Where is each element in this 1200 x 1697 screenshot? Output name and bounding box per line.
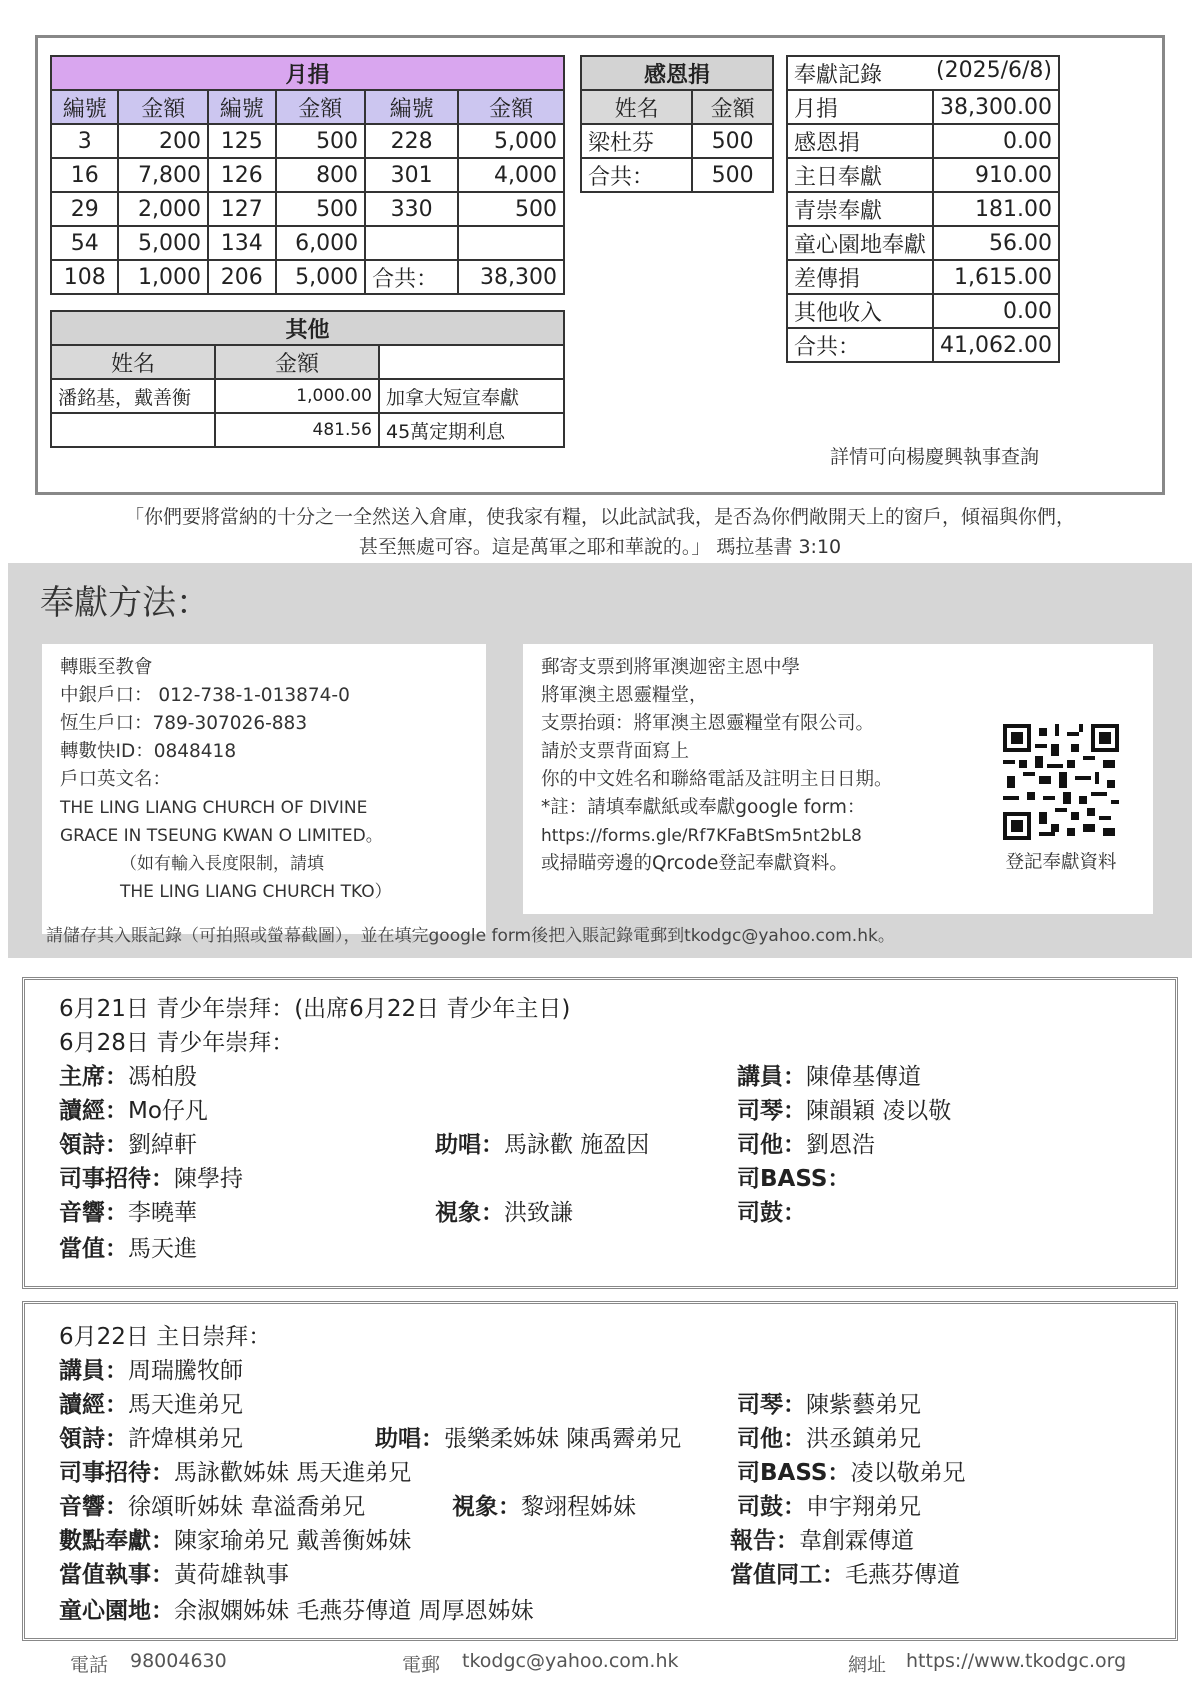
inquiry-note: 詳情可向楊慶興執事查詢 [830, 446, 1040, 468]
label: 音響： [59, 1494, 128, 1520]
monthly-body [51, 124, 564, 294]
email-label: 電郵 [402, 1654, 441, 1676]
value: 韋創霖傳道 [799, 1528, 914, 1554]
cheque-line[interactable]: https://forms.gle/Rf7KFaBtSm5nt2bL8 [541, 826, 862, 846]
label: 當值執事： [59, 1562, 174, 1588]
record-label: 差傳捐 [787, 260, 933, 294]
label: 司他： [737, 1426, 806, 1452]
monthly-cell: 228 [365, 124, 458, 158]
thanks-cell: 500 [692, 158, 773, 192]
monthly-header-cell: 金額 [458, 90, 564, 124]
label: 司BASS： [737, 1460, 851, 1486]
record-label: 月捐 [787, 90, 933, 124]
monthly-cell: 127 [208, 192, 275, 226]
sunday-visual [452, 1488, 636, 1521]
monthly-row [51, 260, 564, 294]
label: 司他： [737, 1132, 806, 1158]
other-cell: 潘銘基，戴善衡 [51, 379, 215, 413]
monthly-cell: 5,000 [118, 226, 208, 260]
thanks-cell: 梁杜芬 [581, 124, 692, 158]
monthly-cell: 1,000 [118, 260, 208, 294]
bank-line: 恆生戶口：789-307026-883 [60, 713, 308, 734]
label: 讀經： [59, 1098, 128, 1124]
label: 讀經： [59, 1392, 128, 1418]
monthly-cell: 108 [51, 260, 118, 294]
qrcode-icon[interactable] [1003, 724, 1119, 840]
cheque-card [523, 644, 1153, 914]
label: 主席： [59, 1064, 128, 1090]
value: 劉綽軒 [128, 1132, 197, 1158]
label: 司鼓： [737, 1494, 806, 1520]
monthly-cell: 500 [458, 192, 564, 226]
other-title: 其他 [51, 311, 564, 345]
youth-sound [59, 1194, 197, 1227]
cheque-line: 郵寄支票到將軍澳迦密主恩中學 [541, 657, 801, 678]
other-cell: 加拿大短宣奉獻 [379, 379, 564, 413]
record-row [787, 90, 1059, 124]
record-value: 38,300.00 [933, 90, 1059, 124]
monthly-row [51, 158, 564, 192]
monthly-cell: 301 [365, 158, 458, 192]
record-label: 青崇奉獻 [787, 192, 933, 226]
monthly-cell [458, 226, 564, 260]
record-label: 其他收入 [787, 294, 933, 328]
value: 李曉華 [128, 1200, 197, 1226]
sunday-assist [375, 1420, 681, 1453]
monthly-cell: 3 [51, 124, 118, 158]
record-title-cell [787, 56, 1059, 90]
monthly-cell: 合共： [365, 260, 458, 294]
website-link[interactable]: https://www.tkodgc.org [906, 1650, 1127, 1672]
bible-verse [45, 502, 1155, 562]
web-label: 網址 [848, 1654, 887, 1676]
sunday-drum [737, 1488, 921, 1521]
value: 陳家瑜弟兄 戴善衡姊妹 [174, 1528, 412, 1554]
verse-line-2: 甚至無處可容。這是萬軍之耶和華說的。」 瑪拉基書 3:10 [358, 536, 842, 558]
value: 陳偉基傳道 [806, 1064, 921, 1090]
email-link[interactable]: tkodgc@yahoo.com.hk [462, 1650, 679, 1672]
value: 馬詠歡 施盈因 [504, 1132, 650, 1158]
label: 領詩： [59, 1426, 128, 1452]
monthly-cell: 4,000 [458, 158, 564, 192]
bank-transfer-card [42, 644, 486, 934]
record-row [787, 328, 1059, 362]
monthly-offering-table [50, 55, 565, 295]
youth-visual [435, 1194, 573, 1227]
monthly-header-row [51, 90, 564, 124]
record-value: 910.00 [933, 158, 1059, 192]
label: 視象： [452, 1494, 521, 1520]
record-label: 合共： [787, 328, 933, 362]
monthly-cell: 134 [208, 226, 275, 260]
value: 洪丞鎮弟兄 [806, 1426, 921, 1452]
value: 張樂柔姊妹 陳禹霽弟兄 [444, 1426, 682, 1452]
sunday-counting [59, 1522, 411, 1555]
bank-line: （如有輸入長度限制，請填 [120, 854, 324, 874]
sunday-reading [59, 1386, 243, 1419]
label: 當值同工： [730, 1562, 845, 1588]
record-body [787, 90, 1059, 362]
value: 黃荷雄執事 [174, 1562, 289, 1588]
label: 講員： [737, 1064, 806, 1090]
label: 講員： [59, 1358, 128, 1384]
thanksgiving-table [580, 55, 774, 193]
sunday-usher [59, 1454, 411, 1487]
cheque-line: 將軍澳主恩靈糧堂， [541, 685, 708, 706]
record-value: 181.00 [933, 192, 1059, 226]
offering-record-table [786, 55, 1060, 363]
monthly-cell: 500 [276, 124, 366, 158]
monthly-row [51, 192, 564, 226]
youth-duty [59, 1230, 197, 1263]
record-label: 主日奉獻 [787, 158, 933, 192]
youth-guitar [737, 1126, 875, 1159]
other-cell: 45萬定期利息 [379, 413, 564, 447]
monthly-cell: 7,800 [118, 158, 208, 192]
record-row [787, 226, 1059, 260]
bank-line: THE LING LIANG CHURCH OF DIVINE [60, 798, 368, 818]
record-row [787, 260, 1059, 294]
phone-value[interactable]: 98004630 [130, 1650, 227, 1672]
record-value: 0.00 [933, 124, 1059, 158]
label: 報告： [730, 1528, 799, 1554]
youth-chair [59, 1058, 197, 1091]
qr-caption: 登記奉獻資料 [1005, 852, 1117, 873]
monthly-header-cell: 編號 [51, 90, 118, 124]
record-value: 41,062.00 [933, 328, 1059, 362]
label: 司事招待： [59, 1460, 174, 1486]
record-value: 0.00 [933, 294, 1059, 328]
label: 視象： [435, 1200, 504, 1226]
label: 音響： [59, 1200, 128, 1226]
cheque-line: 支票抬頭：將軍澳主恩靈糧堂有限公司。 [541, 713, 875, 734]
monthly-cell: 500 [276, 192, 366, 226]
monthly-cell: 2,000 [118, 192, 208, 226]
youth-usher [59, 1160, 243, 1193]
record-date: (2025/6/8) [936, 57, 1052, 83]
monthly-header-cell: 金額 [118, 90, 208, 124]
other-header-blank [379, 345, 564, 379]
youth-assist [435, 1126, 649, 1159]
cheque-line: 或掃瞄旁邊的Qrcode登記奉獻資料。 [541, 853, 848, 874]
value: 馬天進 [128, 1236, 197, 1262]
monthly-cell: 29 [51, 192, 118, 226]
value: 余淑嫻姊妹 毛燕芬傳道 周厚恩姊妹 [174, 1598, 534, 1624]
monthly-row [51, 124, 564, 158]
label: 童心園地： [59, 1598, 174, 1624]
monthly-row [51, 226, 564, 260]
sunday-report [730, 1522, 914, 1555]
sunday-deacon [59, 1556, 289, 1589]
bank-line: 中銀戶口： 012-738-1-013874-0 [60, 685, 350, 706]
bank-line: 戶口英文名： [60, 769, 172, 790]
label: 司BASS： [737, 1166, 851, 1192]
monthly-cell: 5,000 [276, 260, 366, 294]
bank-line: 轉數快ID：0848418 [60, 741, 237, 762]
value: 陳學持 [174, 1166, 243, 1192]
youth-service-box [22, 977, 1178, 1289]
sunday-service-box [22, 1301, 1178, 1641]
cheque-line: *註：請填奉獻紙或奉獻google form： [541, 797, 866, 818]
label: 當值： [59, 1236, 128, 1262]
label: 助唱： [375, 1426, 444, 1452]
value: 毛燕芬傳道 [845, 1562, 960, 1588]
value: 陳韻穎 凌以敬 [806, 1098, 952, 1124]
sunday-piano [737, 1386, 921, 1419]
bank-line: THE LING LIANG CHURCH TKO） [120, 882, 392, 902]
value: 馮柏殷 [128, 1064, 197, 1090]
method-title: 奉獻方法： [40, 583, 210, 623]
monthly-title: 月捐 [51, 56, 564, 90]
monthly-cell: 200 [118, 124, 208, 158]
record-title: 奉獻記錄 [794, 62, 883, 88]
bank-line: GRACE IN TSEUNG KWAN O LIMITED。 [60, 826, 383, 846]
value: 陳紫藝弟兄 [806, 1392, 921, 1418]
value: 周瑞騰牧師 [128, 1358, 243, 1384]
monthly-header-cell: 編號 [208, 90, 275, 124]
value: 凌以敬弟兄 [850, 1460, 966, 1486]
record-row [787, 294, 1059, 328]
thanks-cell: 合共： [581, 158, 692, 192]
youth-line-1: 6月21日 青少年崇拜：(出席6月22日 青少年主日) [59, 996, 571, 1022]
sunday-speaker [59, 1352, 243, 1385]
record-row [787, 158, 1059, 192]
record-value: 56.00 [933, 226, 1059, 260]
cheque-line: 你的中文姓名和聯絡電話及註明主日日期。 [541, 769, 893, 790]
sunday-staff [730, 1556, 960, 1589]
other-cell [51, 413, 215, 447]
other-cell: 1,000.00 [215, 379, 379, 413]
youth-piano [737, 1092, 951, 1125]
monthly-cell: 54 [51, 226, 118, 260]
youth-reading [59, 1092, 208, 1125]
other-cell: 481.56 [215, 413, 379, 447]
sunday-sound [59, 1488, 365, 1521]
monthly-header-cell: 金額 [276, 90, 366, 124]
value: 馬詠歡姊妹 馬天進弟兄 [174, 1460, 412, 1486]
label: 司琴： [737, 1392, 806, 1418]
label: 數點奉獻： [59, 1528, 174, 1554]
youth-speaker [737, 1058, 921, 1091]
other-header-name: 姓名 [51, 345, 215, 379]
monthly-cell: 16 [51, 158, 118, 192]
thanks-cell: 500 [692, 124, 773, 158]
label: 司鼓： [737, 1200, 806, 1226]
value: 徐頌昕姊妹 韋溢喬弟兄 [128, 1494, 366, 1520]
record-label: 感恩捐 [787, 124, 933, 158]
sunday-line-1: 6月22日 主日崇拜： [59, 1324, 272, 1350]
record-value: 1,615.00 [933, 260, 1059, 294]
monthly-cell: 206 [208, 260, 275, 294]
value: 劉恩浩 [806, 1132, 875, 1158]
youth-line-2: 6月28日 青少年崇拜： [59, 1030, 295, 1056]
verse-line-1: 「你們要將當納的十分之一全然送入倉庫，使我家有糧，以此試試我，是否為你們敞開天上的窗戶，傾福與你們， [124, 506, 1075, 528]
bank-line: 轉賬至教會 [60, 657, 153, 678]
thanks-title: 感恩捐 [581, 56, 773, 90]
value: 馬天進弟兄 [128, 1392, 243, 1418]
youth-drum [737, 1194, 806, 1227]
monthly-cell: 330 [365, 192, 458, 226]
sunday-bass [737, 1454, 965, 1487]
label: 助唱： [435, 1132, 504, 1158]
record-row [787, 124, 1059, 158]
phone-label: 電話 [70, 1654, 109, 1676]
youth-worship-lead [59, 1126, 197, 1159]
record-label: 童心園地奉獻 [787, 226, 933, 260]
method-note: 請儲存其入賬記錄（可拍照或螢幕截圖），並在填完google form後把入賬記錄電郵到tkodgc@yahoo.com.hk。 [46, 926, 895, 946]
value: 黎翊程姊妹 [521, 1494, 636, 1520]
other-header-amount: 金額 [215, 345, 379, 379]
other-income-table [50, 310, 565, 448]
offering-method-section [8, 563, 1192, 958]
monthly-header-cell: 編號 [365, 90, 458, 124]
monthly-cell: 800 [276, 158, 366, 192]
value: 洪致謙 [504, 1200, 573, 1226]
thanks-header-name: 姓名 [581, 90, 692, 124]
value: 申宇翔弟兄 [806, 1494, 921, 1520]
monthly-cell: 125 [208, 124, 275, 158]
sunday-worship-lead [59, 1420, 243, 1453]
cheque-line: 請於支票背面寫上 [541, 741, 690, 762]
record-row [787, 192, 1059, 226]
monthly-cell: 126 [208, 158, 275, 192]
label: 司琴： [737, 1098, 806, 1124]
monthly-cell [365, 226, 458, 260]
bank-transfer-lines [60, 654, 468, 906]
thanks-header-amount: 金額 [692, 90, 773, 124]
youth-bass [737, 1160, 850, 1193]
value: Mo仔凡 [128, 1098, 208, 1124]
monthly-cell: 5,000 [458, 124, 564, 158]
sunday-guitar [737, 1420, 921, 1453]
label: 領詩： [59, 1132, 128, 1158]
value: 許煒棋弟兄 [128, 1426, 243, 1452]
monthly-cell: 38,300 [458, 260, 564, 294]
monthly-cell: 6,000 [276, 226, 366, 260]
label: 司事招待： [59, 1166, 174, 1192]
sunday-kids [59, 1592, 534, 1625]
